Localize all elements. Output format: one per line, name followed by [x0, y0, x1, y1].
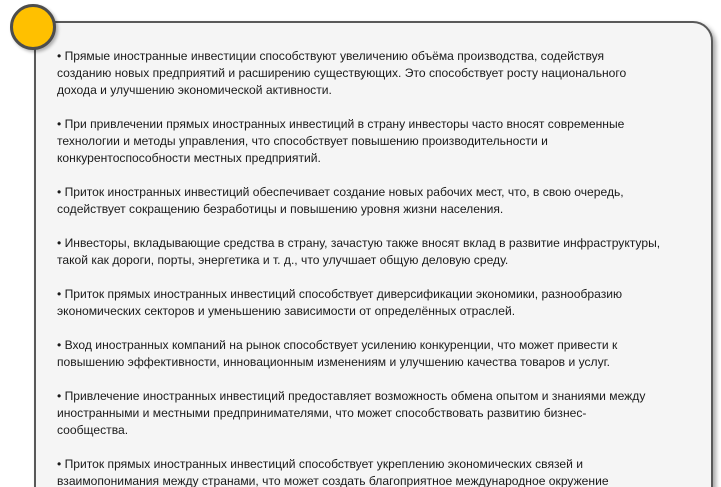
paragraph-diversification: • Приток прямых иностранных инвестиций способствует диверсификации экономики, разнообразию экономических секторов и уменьшению зависимости от определённых отраслей.: [57, 287, 623, 318]
paragraph-production-growth: • Прямые иностранные инвестиции способствуют увеличению объёма производства, содействуя созданию новых предприятий и расширению существующих. Это способствует росту национального дохода и улучшению экономической активности.: [57, 49, 627, 97]
content-text: [57, 48, 705, 487]
paragraph-competition: • Вход иностранных компаний на рынок способствует усилению конкуренции, что может привести к повышению эффективности, инновационным изменениям и улучшению качества товаров и услуг.: [57, 338, 618, 369]
paragraph-knowledge-exchange: • Привлечение иностранных инвестиций предоставляет возможность обмена опытом и знаниями между иностранными и местными предпринимателями, что может способствовать развитию бизнес- сообщества.: [57, 389, 646, 437]
paragraph-economic-ties: • Приток прямых иностранных инвестиций способствует укреплению экономических связей и взаимопонимания между странами, что может создать благоприятное международное окружение: [57, 457, 609, 487]
paragraph-technology-transfer: • При привлечении прямых иностранных инвестиций в страну инвесторы часто вносят современные технологии и методы управления, что способствует повышению производительности и конкурентоспособности местных предприятий.: [57, 117, 625, 165]
accent-circle: [10, 4, 56, 50]
paragraph-job-creation: • Приток иностранных инвестиций обеспечивает создание новых рабочих мест, что, в свою очередь, содействует сокращению безработицы и повышению уровня жизни населения.: [57, 185, 624, 216]
paragraph-infrastructure: • Инвесторы, вкладывающие средства в страну, зачастую также вносят вклад в развитие инфраструктуры, такой как дороги, порты, энергетика и т. д., что улучшает общую деловую среду.: [57, 236, 661, 267]
